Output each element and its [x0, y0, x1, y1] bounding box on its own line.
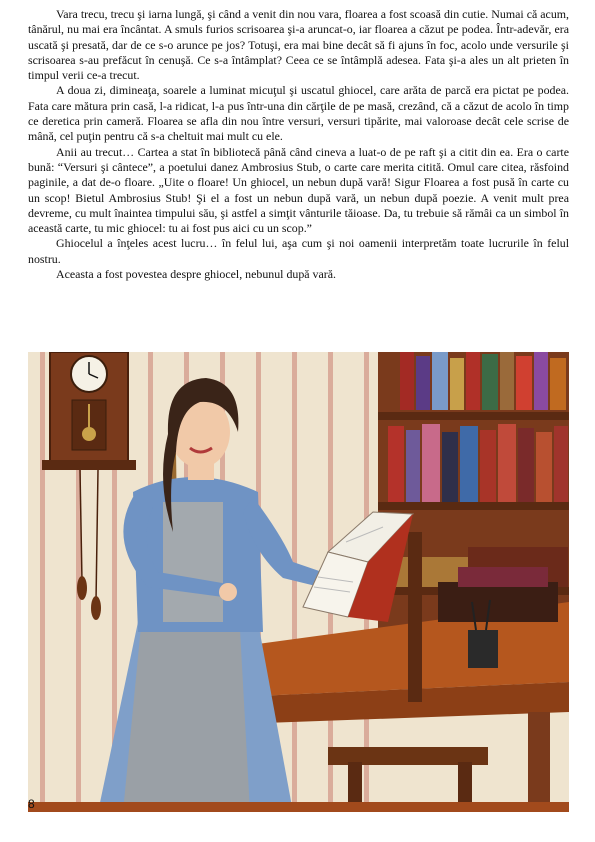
page-number: 8 [28, 797, 35, 811]
story-text [28, 7, 569, 282]
paragraph-1: Vara trecu, trecu şi iarna lungă, şi când a venit din nou vara, floarea a fost scoasă din cutie. Numai că acum, tânărul, nu mai era încântat. A smuls furios scrisoarea şi-a aruncat-o, iar floarea a căzut pe podea. Într-adevăr, era uscată şi presată, dar de ce s-o arunce pe jos? Totuşi, era mai bine decât să fi ajuns în foc, acolo unde versurile şi scrisoarea s-au prefăcut în cenuşă. Ce s-a întâmplat? Ceea ce se întâmplă adesea. Fata şi-a ales un alt prieten în timpul verii ce-a trecut. [28, 7, 569, 83]
paragraph-4: Ghiocelul a înţeles acest lucru… în felul lui, aşa cum şi noi oamenii interpretăm toate lucrurile în felul nostru. [28, 236, 569, 266]
illustration-svg [28, 352, 569, 812]
story-illustration [28, 352, 569, 812]
paragraph-5: Aceasta a fost povestea despre ghiocel, nebunul după vară. [56, 267, 336, 282]
floor [28, 802, 569, 812]
paragraph-2: A doua zi, dimineaţa, soarele a luminat micuţul şi uscatul ghiocel, care arăta de parcă era pictat pe podea. Fata care mătura prin casă, l-a ridicat, l-a pus într-una din cărţile de pe masă, crezând, că a căzut de acolo în timp ce deretica prin cameră. Floarea se afla din nou între versuri, versuri tipărite, mai valoroase decât cele scrise de mână, cel puţin pentru că s-a cheltuit mai mult cu ele. [28, 83, 569, 144]
books-row-2 [388, 424, 568, 502]
paragraph-3: Anii au trecut… Cartea a stat în bibliotecă până când cineva a luat-o de pe raft şi a citit din ea. Era o carte bună: “Versuri şi cântece”, a poetului danez Ambrosius Stub, o carte care merita citită. Omul care citea, răsfoind paginile, a dat de-o floare. „Uite o floare! Un ghiocel, un nebun după vară! Sigur Floarea a fost pusă în carte cu un scop! Bietul Ambrosius Stub! Şi el a fost un nebun după vară, un nebun după poezie. A venit mult prea devreme, cu mult înaintea timpului său, şi astfel a simţit vânturile tăioase. Da, tu trebuie să rămâi ca un simbol în această carte, tu mic ghiocel: tu ai fost pus aici cu un scop.” [28, 144, 569, 236]
books-row-1 [400, 352, 566, 410]
